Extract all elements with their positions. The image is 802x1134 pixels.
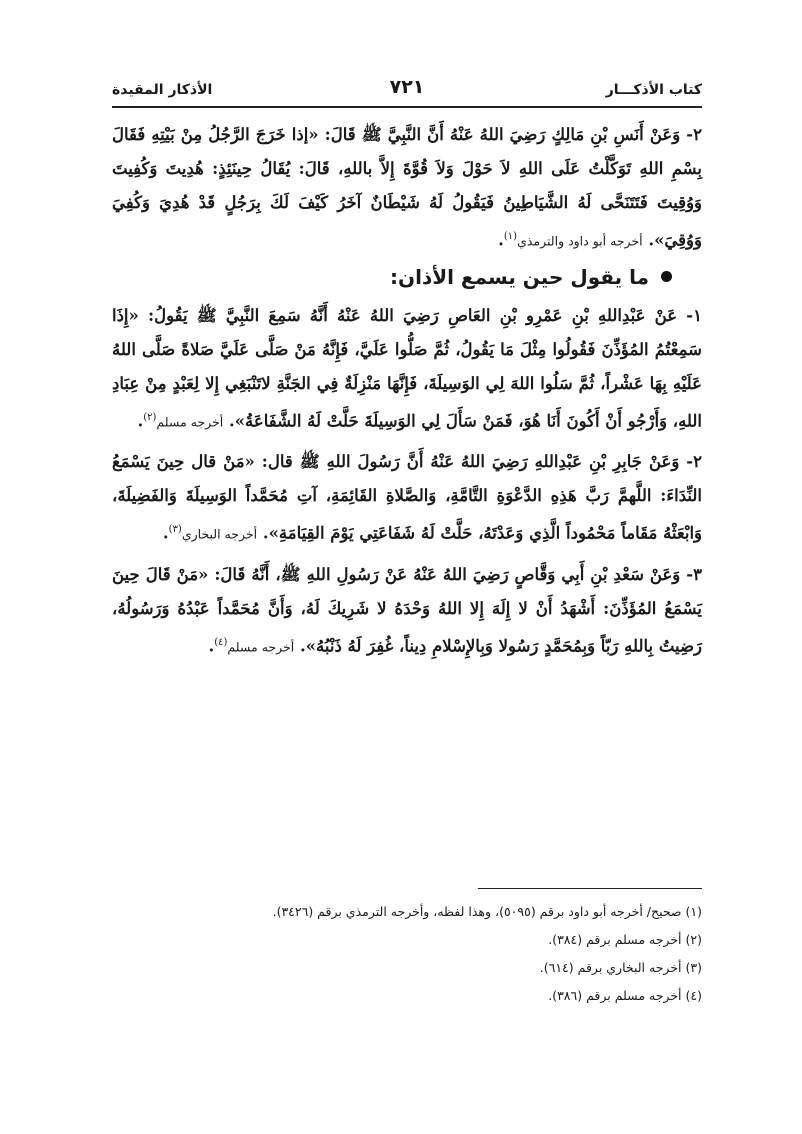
hadith-source: أخرجه أبو داود والترمذي (517, 233, 643, 249)
footnote-ref: (٢) (143, 411, 157, 423)
footnote-ref: (٣) (168, 524, 182, 535)
hadith-paragraph-4: ٣- وَعَنْ سَعْدِ بْنِ أَبِي وَقَّاصٍ رَضِيَ اللهُ عَنْهُ عَنْ رَسُولِ اللهِ ﷺ، أَنَّهُ قَالَ: «مَنْ قَالَ حِينَ يَسْمَعُ المُؤَذِّنَ: أَشْهَدُ أَنْ لا إِلَهَ إِلا اللهُ وَحْدَهُ لا شَرِيكَ لَهُ، وَأَنَّ مُحَمَّداً عَبْدُهُ وَرَسُولُهُ، رَضِيتُ بِاللهِ رَبّاً وَبِمُحَمَّدٍ رَسُولا وَبِالإِسْلامِ دِيناً، غُفِرَ لَهُ ذَنْبُهُ». أخرجه مسلم$^{(٤)}$. (112, 564, 702, 655)
footnote-2: (٢) أخرجه مسلم برقم (٣٨٤). (548, 932, 702, 947)
footnote-3: (٣) أخرجه البخاري برقم (٦١٤). (539, 960, 702, 975)
hadith-source: أخرجه البخاري (181, 526, 258, 542)
page-body (112, 118, 702, 670)
hadith-paragraph-3: ٢- وَعَنْ جَابِرِ بْنِ عَبْدِاللهِ رَضِيَ اللهُ عَنْهُ أَنَّ رَسُولَ اللهِ ﷺ قال: «مَنْ قال حِينَ يَسْمَعُ النِّدَاءَ: اللَّهمَّ رَبَّ هَذِهِ الدَّعْوَةِ التَّامَّةِ، وَالصَّلاةِ القَائِمَةِ، آتِ مُحَمَّداً الوَسِيلَةَ وَالفَضِيلَةَ، وَابْعَثْهُ مَقَاماً مَحْمُوداً الَّذِي وَعَدْتَهُ، حَلَّتْ لَهُ شَفَاعَتِي يَوْمَ القِيَامَةِ». أخرجه البخاري$^{(٣)}$. (112, 452, 702, 543)
section-heading (112, 265, 702, 289)
section-title: الأذكار المقيدة (112, 82, 213, 98)
hadith-text: ٢- وَعَنْ أَنَسِ بْنِ مَالِكٍ رَضِيَ اللهُ عَنْهُ أَنَّ النَّبِيَّ ﷺ قَالَ: «إذا خَرَجَ الرَّجُلُ مِنْ بَيْتِهِ فَقَالَ بِسْمِ اللهِ تَوَكَّلْتُ عَلَى اللهِ لاَ حَوْلَ وَلاَ قُوَّةَ إِلاَّ باللهِ، قَالَ: يُقَالُ حِينَئِذٍ: هُدِيتَ وَكُفِيتَ وَوُقِيتَ فَتَتَنَحَّى لَهُ الشَّيَاطِينُ فَيَقُولُ لَهُ شَيْطَانٌ آخَرُ كَيْفَ لَكَ بِرَجُلٍ قَدْ هُدِيَ وَكُفِيَ وَوُقِيَ». (112, 125, 702, 250)
book-title: كتاب الأذكـــار (605, 82, 702, 98)
page-number: ٧٢١ (389, 76, 425, 98)
footnotes (112, 898, 702, 1010)
hadith-source: أخرجه مسلم (156, 414, 224, 429)
footnote-separator (478, 888, 702, 889)
hadith-paragraph-2: ١- عَنْ عَبْدِاللهِ بْنِ عَمْرِو بْنِ العَاصِ رَضِيَ اللهُ عَنْهُ أَنَّهُ سَمِعَ النَّبِيَّ ﷺ يَقُولُ: «إِذَا سَمِعْتُمُ المُؤَذِّنَ فَقُولُوا مِثْلَ مَا يَقُولُ، ثُمَّ صَلُّوا عَلَيَّ، فَإِنَّهُ مَنْ صَلَّى عَلَيَّ صَلاةً صَلَّى اللهُ عَلَيْهِ بِهَا عَشْراً، ثُمَّ سَلُوا اللهَ لِي الوَسِيلَةَ، فَإِنَّهَا مَنْزِلَةٌ فِي الجَنَّةِ لاتَنْبَغِي إِلا لِعَبْدٍ مِنْ عِبَادِ اللهِ، وَأَرْجُو أَنْ أَكُونَ أَنَا هُوَ، فَمَنْ سَأَلَ لِي الوَسِيلَةَ حَلَّتْ لَهُ الشَّفَاعَةُ». أخرجه مسلم$^{(٢)}$. (112, 305, 702, 430)
hadith-paragraph-1: ٢- وَعَنْ أَنَسِ بْنِ مَالِكٍ رَضِيَ اللهُ عَنْهُ أَنَّ النَّبِيَّ ﷺ قَالَ: «إذا خَرَجَ الرَّجُلُ مِنْ بَيْتِهِ فَقَالَ بِسْمِ اللهِ تَوَكَّلْتُ عَلَى اللهِ لاَ حَوْلَ وَلاَ قُوَّةَ إِلاَّ باللهِ، قَالَ: يُقَالُ حِينَئِذٍ: هُدِيتَ وَكُفِيتَ وَوُقِيتَ فَتَتَنَحَّى لَهُ الشَّيَاطِينُ فَيَقُولُ لَهُ شَيْطَانٌ آخَرُ كَيْفَ لَكَ بِرَجُلٍ قَدْ هُدِيَ وَكُفِيَ وَوُقِيَ». أخرجه أبو داود والترمذي$^{(١)}$. (112, 125, 702, 250)
page-header (112, 76, 702, 104)
hadith-text: ٢- وَعَنْ جَابِرِ بْنِ عَبْدِاللهِ رَضِيَ اللهُ عَنْهُ أَنَّ رَسُولَ اللهِ ﷺ قال: «مَنْ قال حِينَ يَسْمَعُ النِّدَاءَ: اللَّهمَّ رَبَّ هَذِهِ الدَّعْوَةِ التَّامَّةِ، وَالصَّلاةِ القَائِمَةِ، آتِ مُحَمَّداً الوَسِيلَةَ وَالفَضِيلَةَ، وَابْعَثْهُ مَقَاماً مَحْمُوداً الَّذِي وَعَدْتَهُ، حَلَّتْ لَهُ شَفَاعَتِي يَوْمَ القِيَامَةِ». (112, 452, 702, 543)
footnote-1: (١) صحيح/ أخرجه أبو داود برقم (٥٠٩٥)، وهذا لفظه، وأخرجه الترمذي برقم (٣٤٢٦). (272, 904, 702, 919)
footnote-ref: (٤) (214, 636, 228, 648)
footnote-ref: (١) (503, 231, 518, 242)
hadith-text: ١- عَنْ عَبْدِاللهِ بْنِ عَمْرِو بْنِ العَاصِ رَضِيَ اللهُ عَنْهُ أَنَّهُ سَمِعَ النَّبِيَّ ﷺ يَقُولُ: «إِذَا سَمِعْتُمُ المُؤَذِّنَ فَقُولُوا مِثْلَ مَا يَقُولُ، ثُمَّ صَلُّوا عَلَيَّ، فَإِنَّهُ مَنْ صَلَّى عَلَيَّ صَلاةً صَلَّى اللهُ عَلَيْهِ بِهَا عَشْراً، ثُمَّ سَلُوا اللهَ لِي الوَسِيلَةَ، فَإِنَّهَا مَنْزِلَةٌ فِي الجَنَّةِ لاتَنْبَغِي إِلا لِعَبْدٍ مِنْ عِبَادِ اللهِ، وَأَرْجُو أَنْ أَكُونَ أَنَا هُوَ، فَمَنْ سَأَلَ لِي الوَسِيلَةَ حَلَّتْ لَهُ الشَّفَاعَةُ». (112, 305, 702, 430)
footnote-4: (٤) أخرجه مسلم برقم (٣٨٦). (548, 988, 702, 1003)
bullet-icon (661, 271, 672, 282)
header-rule (112, 106, 702, 108)
hadith-source: أخرجه مسلم (227, 639, 295, 654)
section-heading-text: ما يقول حين يسمع الأذان: (390, 264, 649, 289)
hadith-text: ٣- وَعَنْ سَعْدِ بْنِ أَبِي وَقَّاصٍ رَضِيَ اللهُ عَنْهُ عَنْ رَسُولِ اللهِ ﷺ، أَنَّهُ قَالَ: «مَنْ قَالَ حِينَ يَسْمَعُ المُؤَذِّنَ: أَشْهَدُ أَنْ لا إِلَهَ إِلا اللهُ وَحْدَهُ لا شَرِيكَ لَهُ، وَأَنَّ مُحَمَّداً عَبْدُهُ وَرَسُولُهُ، رَضِيتُ بِاللهِ رَبّاً وَبِمُحَمَّدٍ رَسُولا وَبِالإِسْلامِ دِيناً، غُفِرَ لَهُ ذَنْبُهُ». (112, 564, 702, 655)
